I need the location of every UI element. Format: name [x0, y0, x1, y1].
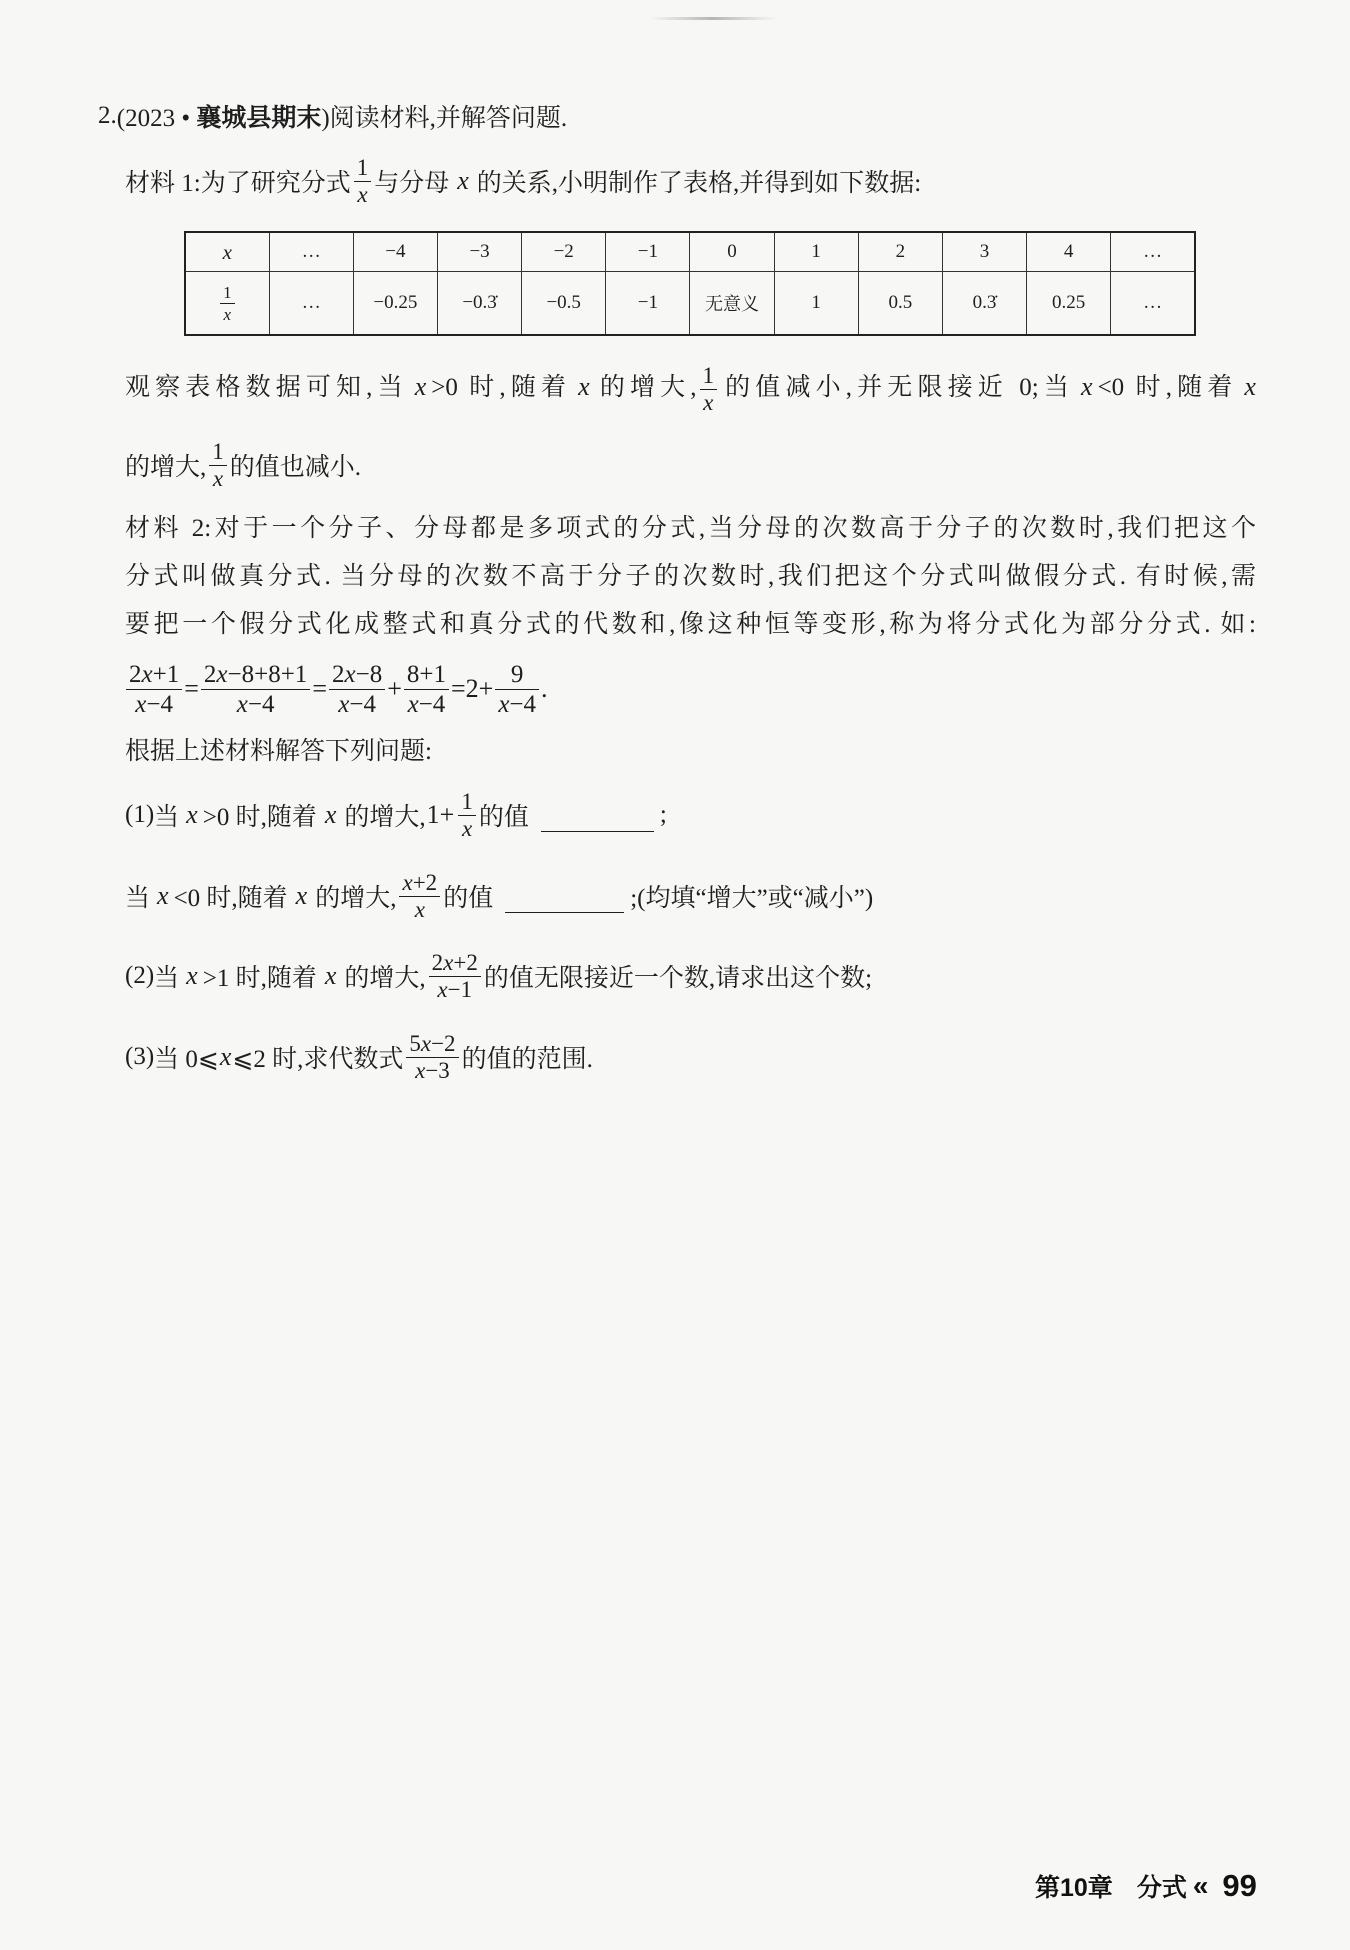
fraction-numerator: 5x−2 — [406, 1032, 458, 1058]
table-cell: … — [1111, 272, 1195, 336]
problem-source — [117, 98, 330, 134]
fraction-denominator: x−1 — [437, 976, 473, 1002]
variable-x: x — [457, 166, 469, 195]
fraction-denominator: x — [223, 304, 232, 324]
problem-number: 2. — [98, 102, 117, 129]
fraction-numerator: 2x−8+8+1 — [201, 661, 310, 690]
fraction-numerator: 2x+1 — [126, 661, 182, 690]
table-cell: … — [1111, 232, 1195, 272]
observation-text: 的增大, — [594, 374, 697, 402]
table-cell: −0.3̇ — [437, 272, 521, 336]
material-2-line-3: 要把一个假分式化成整式和真分式的代数和,像这种恒等变形,称为将分式化为部分分式. 如: — [125, 611, 1256, 638]
question-text: 的值 — [443, 885, 494, 912]
question-text: 当 — [125, 885, 151, 912]
variable-x: x — [1244, 372, 1256, 402]
observation-text: >0 时,随着 — [431, 374, 572, 402]
page-number: 99 — [1222, 1868, 1257, 1903]
material-2-line-2: 分式叫做真分式. 当分母的次数不高于分子的次数时,我们把这个分式叫做假分式. 有时候,需 — [125, 563, 1256, 590]
fraction-example-1 — [126, 661, 182, 718]
fraction-denominator: x — [212, 465, 224, 491]
table-cell: 0.3̇ — [942, 272, 1026, 336]
fraction-example-5 — [495, 661, 539, 718]
row-header-x — [185, 232, 269, 272]
question-text: 当 0⩽ — [154, 1046, 219, 1073]
table-cell: −0.5 — [522, 272, 606, 336]
partial-fraction-example — [125, 658, 549, 720]
fraction-numerator: 2x+2 — [429, 951, 481, 977]
variable-x: x — [186, 800, 198, 829]
material-1-text-c: 的关系,小明制作了表格,并得到如下数据: — [476, 170, 922, 197]
table-row-x — [185, 232, 1195, 272]
question-3 — [125, 1029, 593, 1085]
fraction-numerator: 9 — [495, 661, 539, 690]
source-place: 襄城县期末 — [196, 105, 322, 132]
fraction-denominator: x−4 — [407, 690, 446, 718]
material-1-text-a: 为了研究分式 — [200, 170, 351, 197]
equals-two-plus: =2+ — [450, 674, 494, 703]
observation-text: <0 时,随着 — [1097, 374, 1238, 402]
question-text: 的增大, — [344, 965, 426, 992]
fraction-numerator: 1 — [209, 440, 227, 466]
fraction-numerator: 1 — [458, 790, 476, 816]
question-text: 的值无限接近一个数,请求出这个数; — [483, 965, 873, 992]
fraction-numerator: x+2 — [399, 871, 440, 897]
row-header-reciprocal — [185, 272, 269, 336]
table-cell: −2 — [522, 232, 606, 272]
material-1-intro — [125, 154, 921, 208]
table-cell: 0.5 — [858, 272, 942, 336]
question-text: >0 时,随着 — [202, 804, 317, 831]
question-text: ; — [659, 801, 667, 828]
variable-x: x — [324, 800, 337, 829]
question-2 — [125, 948, 872, 1004]
answer-blank — [505, 888, 624, 913]
observation-text: 的值减小,并无限接近 0;当 — [720, 374, 1075, 402]
plus-sign: + — [387, 674, 402, 703]
question-text: >1 时,随着 — [202, 965, 317, 992]
table-cell: −4 — [353, 232, 437, 272]
question-label: (2) — [125, 962, 155, 989]
fraction-denominator: x−3 — [415, 1057, 450, 1083]
question-text: 的值的范围. — [461, 1046, 593, 1073]
question-text: 当 — [154, 804, 180, 831]
answer-blank — [541, 807, 654, 832]
question-text: 当 — [154, 965, 180, 992]
scan-edge-mark — [650, 17, 776, 20]
observation-text: 的增大, — [125, 454, 207, 481]
fraction-x-plus-2-over-x — [399, 871, 440, 922]
question-text: 的增大, — [344, 804, 426, 831]
variable-x: x — [222, 239, 232, 264]
table-cell: 1 — [774, 272, 858, 336]
fraction-one-over-x — [209, 440, 227, 491]
variable-x: x — [186, 961, 198, 990]
fraction-denominator: x — [703, 390, 714, 415]
material-1-label: 材料 1: — [125, 170, 201, 197]
equals-sign: = — [312, 674, 327, 703]
table-cell: −1 — [606, 272, 690, 336]
fraction-one-over-x — [354, 156, 372, 207]
section-title: 分式 — [1136, 1874, 1187, 1902]
table-cell: … — [269, 232, 353, 272]
one-plus: 1+ — [426, 800, 455, 829]
table-cell: −3 — [437, 232, 521, 272]
table-cell: 1 — [774, 232, 858, 272]
fraction-denominator: x−4 — [338, 690, 376, 718]
fraction-denominator: x — [461, 815, 473, 841]
question-1-part-2 — [125, 868, 873, 924]
table-cell: 4 — [1027, 232, 1111, 272]
fraction-denominator: x−4 — [498, 690, 537, 718]
fraction-one-over-x — [220, 283, 235, 324]
question-text: ;(均填“增大”或“减小”) — [630, 885, 874, 912]
fraction-one-over-x — [458, 790, 476, 841]
variable-x: x — [295, 881, 308, 910]
question-text: 的值 — [478, 804, 529, 831]
fraction-example-3 — [329, 661, 385, 718]
question-text: ⩽2 时,求代数式 — [232, 1046, 404, 1073]
variable-x: x — [414, 372, 427, 402]
equals-sign: = — [184, 674, 199, 703]
observation-text: 观察表格数据可知,当 — [125, 374, 408, 402]
table-cell: … — [269, 272, 353, 336]
question-label: (1) — [125, 801, 155, 828]
source-close: ) — [321, 105, 330, 132]
fraction-2x-plus-2-over-x-minus-1 — [429, 951, 481, 1002]
fraction-denominator: x−4 — [135, 690, 173, 718]
material-1-text-b: 与分母 — [374, 170, 450, 197]
table-cell: 0.25 — [1027, 272, 1111, 336]
fraction-example-4 — [404, 661, 449, 718]
fraction-denominator: x−4 — [236, 690, 275, 718]
questions-intro: 根据上述材料解答下列问题: — [125, 738, 432, 765]
variable-x: x — [219, 1042, 232, 1071]
fraction-5x-minus-2-over-x-minus-3 — [406, 1032, 458, 1083]
observation-line-2 — [125, 438, 361, 492]
fraction-numerator: 1 — [220, 283, 235, 304]
table-row-reciprocal — [185, 272, 1195, 336]
problem-heading — [98, 101, 567, 131]
table-cell: 无意义 — [690, 272, 774, 336]
table-cell: 3 — [942, 232, 1026, 272]
value-table — [184, 231, 1196, 336]
fraction-numerator: 1 — [354, 156, 372, 182]
table-cell: 0 — [690, 232, 774, 272]
table-cell: −0.25 — [353, 272, 437, 336]
fraction-denominator: x — [414, 896, 425, 922]
fraction-example-2 — [201, 661, 310, 718]
variable-x: x — [578, 372, 590, 402]
chapter-label: 第10章 — [1035, 1874, 1113, 1902]
problem-prompt: 阅读材料,并解答问题. — [329, 105, 568, 132]
question-text: 的增大, — [315, 885, 397, 912]
material-2-line-1: 材料 2:对于一个分子、分母都是多项式的分式,当分母的次数高于分子的次数时,我们把这个 — [125, 515, 1256, 542]
double-chevron-icon: « — [1192, 1870, 1209, 1901]
variable-x: x — [324, 961, 337, 990]
variable-x: x — [157, 881, 169, 910]
question-text: <0 时,随着 — [173, 885, 288, 912]
observation-text: 的值也减小. — [229, 454, 362, 481]
fraction-one-over-x — [700, 364, 718, 415]
question-label: (3) — [125, 1043, 155, 1070]
variable-x: x — [1081, 372, 1093, 402]
table-cell: 2 — [858, 232, 942, 272]
fraction-numerator: 1 — [700, 364, 718, 390]
page-footer — [1035, 1868, 1257, 1904]
fraction-numerator: 8+1 — [404, 661, 449, 690]
fraction-denominator: x — [357, 181, 368, 207]
period: . — [541, 674, 548, 703]
table-cell: −1 — [606, 232, 690, 272]
fraction-numerator: 2x−8 — [329, 661, 385, 690]
source-year: (2023 • — [116, 105, 197, 132]
observation-line-1 — [125, 364, 1256, 415]
question-1 — [125, 788, 667, 842]
